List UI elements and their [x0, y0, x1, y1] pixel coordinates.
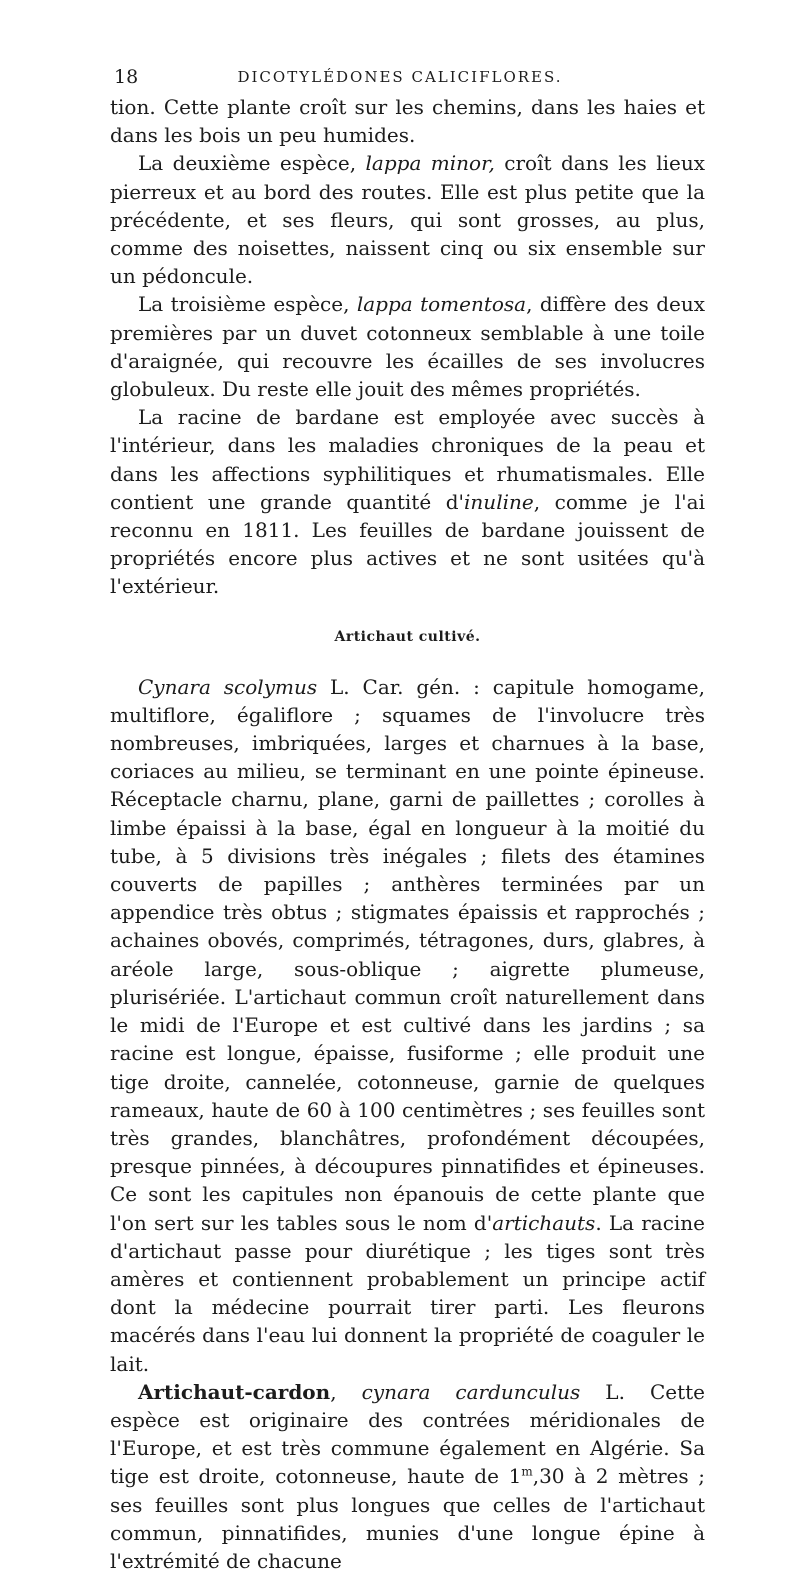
- paragraph-text: L. Car. gén. : capitule homogame, multiflore, égaliflore ; squames de l'involucre très nombreuses, imbriquées, larges et charnues à la base, coriaces au milieu, se terminant en une pointe épineuse. Réceptacle charnu, plane, garni de paillettes ; corolles à limbe épaissi à la base, égal en longueur à la moitié du tube, à 5 divisions très inégales ; filets des étamines couverts de papilles ; anthères terminées par un appendice très obtus ; stigmates épaissis et rapprochés ; achaines obovés, comprimés, tétragones, durs, glabres, à aréole large, sous-oblique ; aigrette plumeuse, plurisériée. L'artichaut commun croît naturellement dans le midi de l'Europe et est cultivé dans les jardins ; sa racine est longue, épaisse, fusiforme ; elle produit une tige droite, cannelée, cotonneuse, garnie de quelques rameaux, haute de 60 à 100 centimètres ; ses feuilles sont très grandes, blanchâtres, profondément découpées, presque pinnées, à découpures pinnatifides et épineuses. Ce sont les capitules non épanouis de cette plante que l'on sert sur les tables sous le nom d': [110, 674, 705, 1235]
- paragraph-lappa-tomentosa: [110, 290, 705, 403]
- page-number: 18: [114, 66, 139, 88]
- species-name: Cynara scolymus: [138, 674, 318, 699]
- paragraph-text: croît dans les lieux pierreux et au bord des routes. Elle est plus petite que la précédente, et ses fleurs, qui sont grosses, au plus, comme des noisettes, naissent cinq ou six ensemble sur un pédoncule.: [110, 151, 706, 289]
- paragraph-text: L. Cette espèce est originaire des contrées méridionales de l'Europe, et est très commune également en Algérie. Sa tige est droite, cotonneuse, haute de 1: [110, 1379, 705, 1489]
- species-name: cynara cardunculus: [361, 1379, 581, 1404]
- unit-superscript: m: [521, 1464, 533, 1479]
- section-title: Artichaut cultivé.: [334, 628, 481, 645]
- entry-heading: Artichaut-cardon: [138, 1379, 331, 1404]
- paragraph-text: , comme je l'ai reconnu en 1811. Les feuilles de bardane jouissent de propriétés encore plus actives et ne sont usitées qu'à l'extérieur.: [110, 489, 705, 599]
- paragraph-continuation: [110, 93, 705, 149]
- paragraph-cynara-scolymus: [110, 673, 705, 1378]
- paragraph-text: ,30 à 2 mètres ; ses feuilles sont plus longues que celles de l'artichaut commun, pinnatifides, munies d'une longue épine à l'extrémité de chacune: [110, 1464, 706, 1573]
- running-head: DICOTYLÉDONES CALICIFLORES.: [237, 68, 563, 86]
- paragraph-text: , diffère des deux premières par un duvet cotonneux semblable à une toile d'araignée, qui recouvre les écailles de ses involucres globuleux. Du reste elle jouit des mêmes propriétés.: [110, 292, 705, 402]
- paragraph-lappa-minor: [110, 149, 705, 290]
- page-body: [110, 93, 705, 1575]
- substance-name: inuline: [464, 489, 534, 514]
- paragraph-text: La deuxième espèce,: [138, 151, 366, 176]
- page-header: [110, 66, 690, 90]
- paragraph-text: La racine de bardane est employée avec succès à l'intérieur, dans les maladies chroniques de la peau et dans les affections syphilitiques et rhumatismales. Elle contient une grande quantité d': [110, 405, 705, 514]
- paragraph-text: tion. Cette plante croît sur les chemins, dans les haies et dans les bois un peu humides.: [110, 95, 705, 148]
- paragraph-text: ,: [330, 1379, 362, 1404]
- species-name: lappa tomentosa: [356, 292, 527, 317]
- paragraph-bardane-root: [110, 403, 705, 600]
- paragraph-text: . La racine d'artichaut passe pour diurétique ; les tiges sont très amères et contiennent probablement un principe actif dont la médecine pourrait tirer parti. Les fleurons macérés dans l'eau lui donnent la propriété de coaguler le lait.: [110, 1210, 706, 1376]
- paragraph-artichaut-cardon: [110, 1378, 705, 1575]
- common-name: artichauts: [492, 1210, 596, 1235]
- paragraph-text: La troisième espèce,: [138, 292, 357, 317]
- species-name: lappa minor,: [365, 151, 495, 176]
